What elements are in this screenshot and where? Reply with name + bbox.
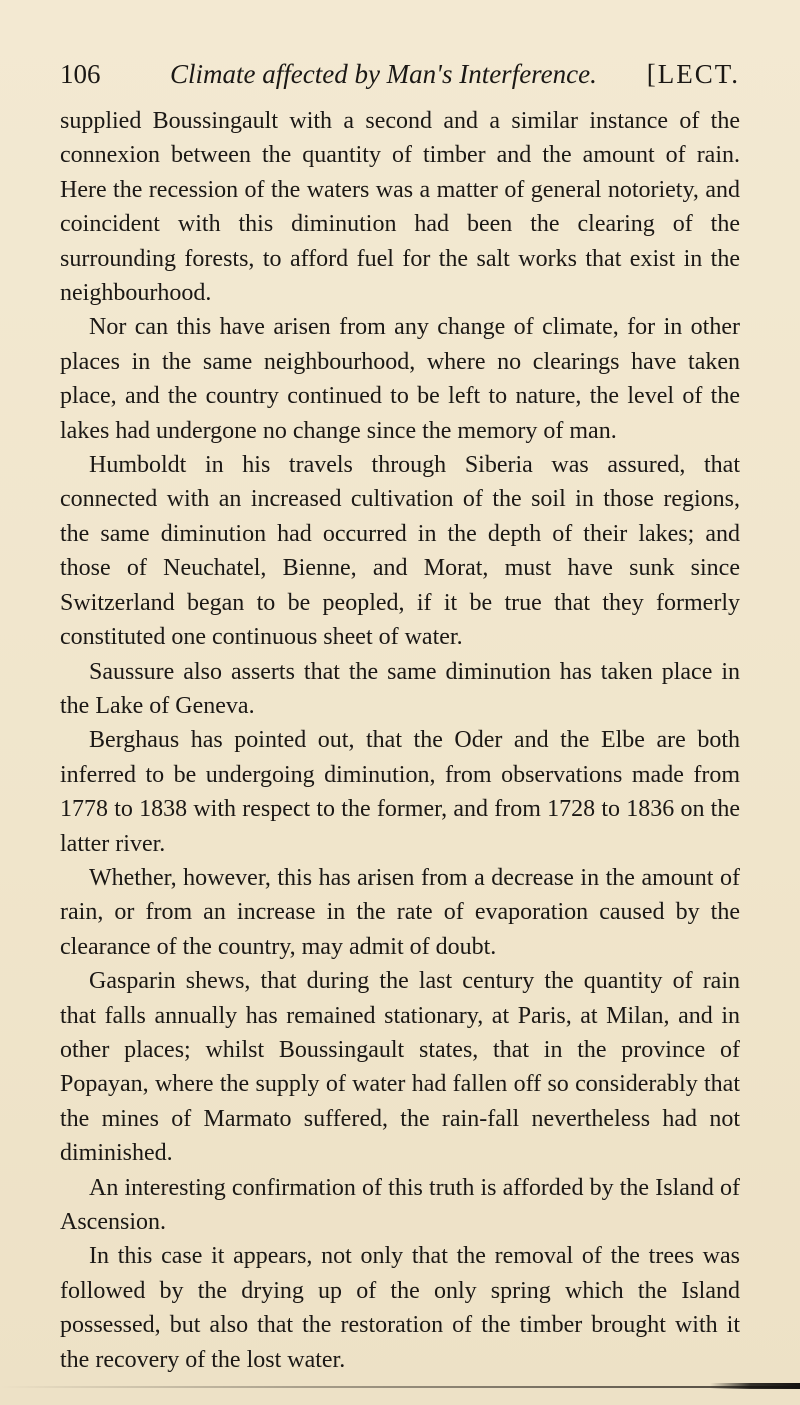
paragraph-3: Humboldt in his travels through Siberia was assured, that connected with an increased cultivation of the soil in those regions, the same diminution had occurred in the depth of their lakes; and those of Neuchatel, Bienne, and Morat, must have sunk since Switzerland began to be peopled, if it be true that they formerly constituted one continuous sheet of water. bbox=[60, 452, 740, 651]
paragraph-2: Nor can this have arisen from any change of climate, for in other places in the same neighbourhood, where no clearings have taken place, and the country continued to be left to nature, the level of the lakes had undergone no change since the memory of man. bbox=[60, 314, 740, 444]
paragraph-5: Berghaus has pointed out, that the Oder and the Elbe are both inferred to be undergoing diminution, from observations made from 1778 to 1838 with respect to the former, and from 1728 to 1836 on the latter river. bbox=[60, 727, 740, 857]
paragraph-7: Gasparin shews, that during the last century the quantity of rain that falls annually has remained stationary, at Paris, at Milan, and in other places; whilst Boussingault states, that in the province of Popayan, where the supply of water had fallen off so considerably that the mines of Marmato suffered, the rain-fall nevertheless had not diminished. bbox=[60, 968, 740, 1167]
paragraph-9: In this case it appears, not only that the removal of the trees was followed by the drying up of the only spring which the Island possessed, but also that the restoration of the timber brought with it the recovery of the lost water. bbox=[60, 1243, 740, 1373]
running-title: Climate affected by Man's Interference. bbox=[170, 59, 597, 89]
page-number: 106 bbox=[60, 59, 101, 89]
bottom-corner-mark bbox=[710, 1383, 800, 1389]
paragraph-6: Whether, however, this has arisen from a decrease in the amount of rain, or from an increase in the rate of evaporation caused by the clearance of the country, may admit of doubt. bbox=[60, 864, 740, 960]
lecture-label: [LECT. bbox=[646, 59, 740, 89]
page-header bbox=[60, 54, 740, 94]
bottom-edge-shadow bbox=[0, 1386, 800, 1388]
paragraph-1: supplied Boussingault with a second and a similar instance of the connexion between the quantity of timber and the amount of rain. Here the recession of the waters was a matter of general notoriety, and coincident with this diminution had been the clearing of the surrounding forests, to afford fuel for the salt works that exist in the neighbourhood. bbox=[60, 108, 740, 307]
body-text bbox=[60, 104, 740, 1377]
paragraph-4: Saussure also asserts that the same diminution has taken place in the Lake of Geneva. bbox=[60, 658, 740, 719]
paragraph-8: An interesting confirmation of this truth is afforded by the Island of Ascension. bbox=[60, 1174, 740, 1235]
